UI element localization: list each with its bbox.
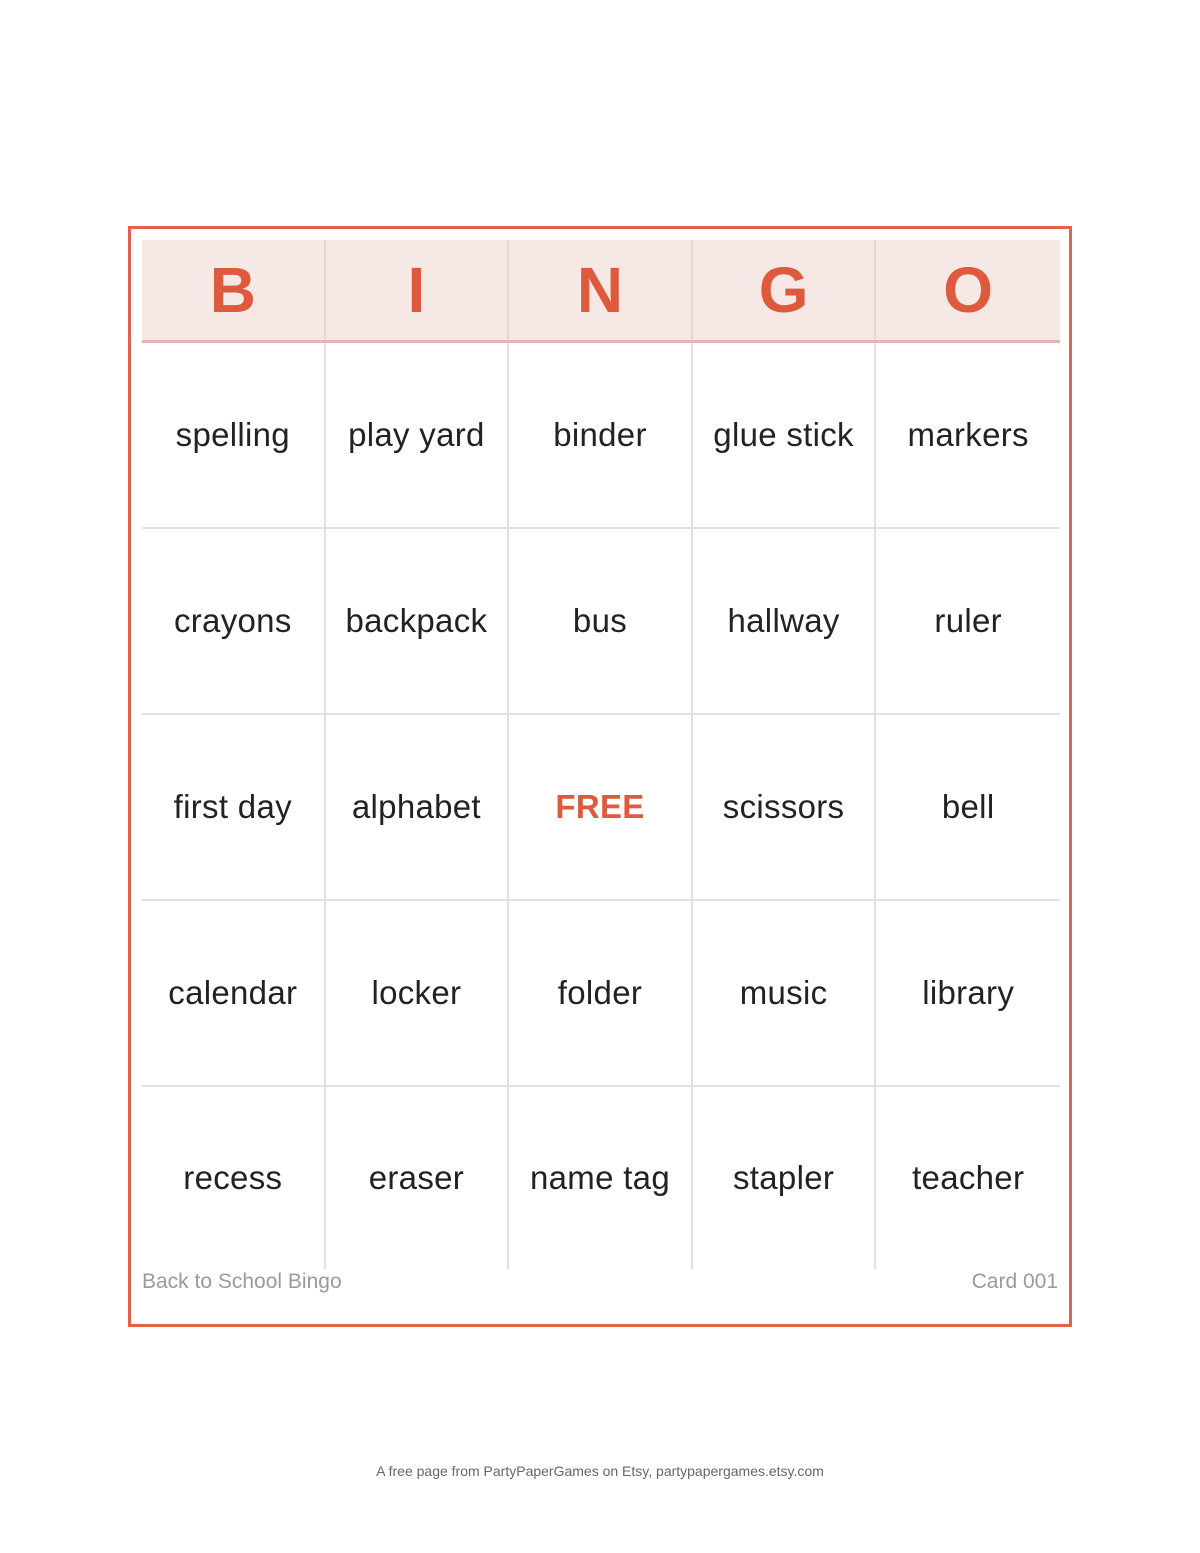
bingo-cell[interactable]: markers: [907, 416, 1029, 453]
bingo-row-4: [142, 901, 1060, 1087]
bingo-row-5: [142, 1087, 1060, 1269]
bingo-cell[interactable]: first day: [142, 715, 326, 899]
header-letter-g: G: [693, 240, 877, 340]
card-footer: [142, 1270, 1058, 1294]
page-footer-credit: A free page from PartyPaperGames on Etsy, partypapergames.etsy.com: [376, 1463, 824, 1479]
bingo-card: [128, 226, 1072, 1327]
bingo-cell[interactable]: locker: [326, 901, 510, 1085]
bingo-cell[interactable]: library: [922, 974, 1015, 1011]
bingo-header-row: [142, 240, 1060, 343]
header-letter-o: O: [943, 254, 994, 326]
card-number: Card 001: [971, 1270, 1058, 1293]
bingo-cell[interactable]: crayons: [142, 529, 326, 713]
header-letter-n: N: [509, 240, 693, 340]
bingo-cell[interactable]: hallway: [693, 529, 877, 713]
bingo-cell[interactable]: backpack: [326, 529, 510, 713]
bingo-cell[interactable]: spelling: [142, 343, 326, 527]
bingo-cell[interactable]: stapler: [693, 1087, 877, 1269]
bingo-cell[interactable]: calendar: [142, 901, 326, 1085]
bingo-cell[interactable]: eraser: [326, 1087, 510, 1269]
bingo-cell[interactable]: folder: [509, 901, 693, 1085]
bingo-grid: [142, 240, 1060, 1269]
bingo-cell[interactable]: name tag: [509, 1087, 693, 1269]
header-letter-i: I: [326, 240, 510, 340]
card-title: Back to School Bingo: [142, 1270, 342, 1293]
bingo-cell[interactable]: glue stick: [693, 343, 877, 527]
bingo-row-1: [142, 343, 1060, 529]
bingo-cell[interactable]: bus: [509, 529, 693, 713]
bingo-row-2: [142, 529, 1060, 715]
bingo-cell[interactable]: bell: [941, 788, 995, 825]
bingo-cell[interactable]: music: [693, 901, 877, 1085]
bingo-cell[interactable]: alphabet: [326, 715, 510, 899]
bingo-cell[interactable]: teacher: [912, 1159, 1025, 1196]
bingo-cell[interactable]: binder: [509, 343, 693, 527]
bingo-row-3: [142, 715, 1060, 901]
bingo-cell[interactable]: scissors: [693, 715, 877, 899]
free-space-cell[interactable]: FREE: [509, 715, 693, 899]
header-letter-b: B: [142, 240, 326, 340]
bingo-cell[interactable]: ruler: [934, 602, 1002, 639]
bingo-cell[interactable]: play yard: [326, 343, 510, 527]
bingo-cell[interactable]: recess: [142, 1087, 326, 1269]
